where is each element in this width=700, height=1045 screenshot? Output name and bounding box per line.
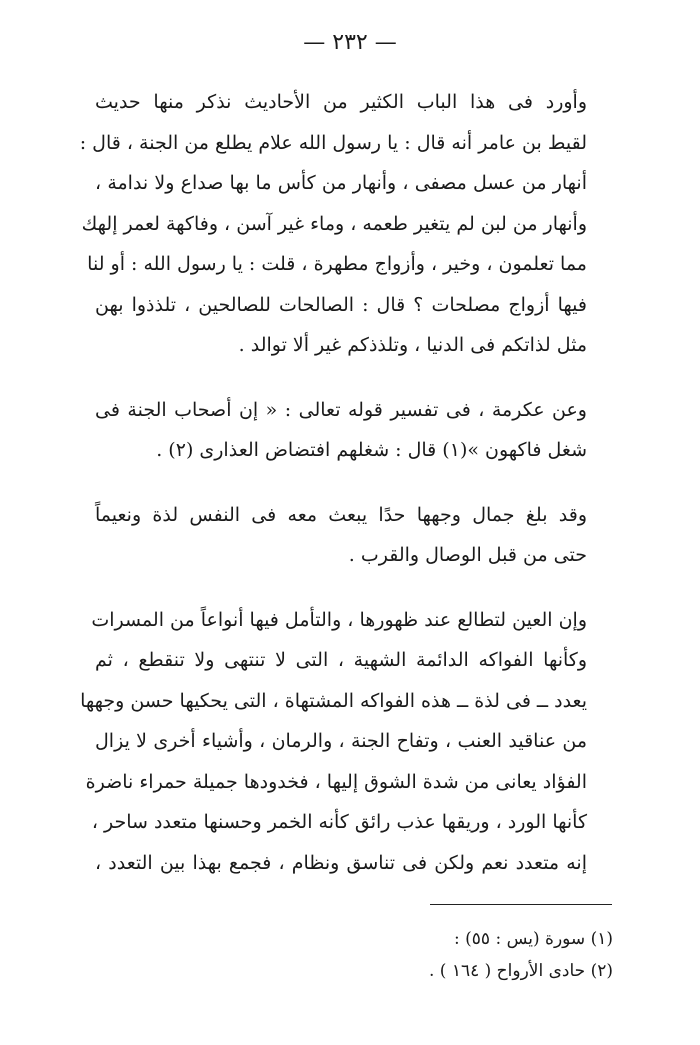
text-line: وأنهار من لبن لم يتغير طعمه ، وماء غير آسن ، وفاكهة لعمر إلهك	[81, 212, 587, 235]
text-line: وإن العين لتطالع عند ظهورها ، والتأمل فيها أنواعاً من المسرات	[91, 608, 587, 631]
text-line: شغل فاكهون »(١) قال : شغلهم افتضاض العذارى (٢) .	[156, 439, 587, 461]
text-line: وأورد فى هذا الباب الكثير من الأحاديث نذكر منها حديث	[95, 91, 587, 113]
body-text	[79, 82, 615, 907]
paragraph	[95, 495, 615, 576]
text-line: أنهار من عسل مصفى ، وأنهار من كأس ما بها صداع ولا ندامة ،	[95, 172, 587, 194]
text-line: الفؤاد يعانى من شدة الشوق إليها ، فخدودها جميلة حمراء ناضرة	[85, 770, 587, 793]
paragraph	[95, 390, 615, 471]
footnote-divider	[430, 904, 612, 905]
text-line: مثل لذاتكم فى الدنيا ، وتلذذكم غير ألا توالد .	[238, 334, 587, 356]
text-line: من عناقيد العنب ، وتفاح الجنة ، والرمان ، وأشياء أخرى لا يزال	[95, 730, 587, 752]
paragraph	[80, 600, 615, 884]
text-line: فيها أزواج مصلحات ؟ قال : الصالحات للصالحين ، تلذذوا بهن	[95, 293, 587, 316]
text-line: حتى من قبل الوصال والقرب .	[348, 544, 587, 566]
footnotes	[95, 923, 613, 987]
text-line: مما تعلمون ، وخير ، وأزواج مطهرة ، قلت : يا رسول الله : أو لنا	[87, 253, 587, 275]
paragraph	[79, 82, 615, 366]
footnote-2: (٢) حادى الأرواح ( ١٦٤ ) .	[428, 961, 613, 981]
text-line: وكأنها الفواكه الدائمة الشهية ، التى لا تنتهى ولا تنقطع ، ثم	[95, 649, 587, 671]
text-line: إنه متعدد نعم ولكن فى تناسق ونظام ، فجمع بهذا بين التعدد ،	[95, 851, 587, 874]
text-line: يعدد ــ فى لذة ــ هذه الفواكه المشتهاة ، التى يحكيها حسن وجهها	[80, 689, 587, 712]
text-line: وقد بلغ جمال وجهها حدًا يبعث معه فى النفس لذة ونعيماً	[95, 503, 587, 526]
text-line: لقيط بن عامر أنه قال : يا رسول الله علام يطلع من الجنة ، قال :	[79, 131, 587, 154]
text-line: وعن عكرمة ، فى تفسير قوله تعالى : « إن أصحاب الجنة فى	[95, 398, 587, 421]
page-number: — ٢٣٢ —	[303, 30, 397, 55]
text-line: كأنها الورد ، وريقها عذب رائق كأنه الخمر وحسنها متعدد ساحر ،	[91, 811, 587, 833]
footnote-1: (١) سورة (يس : ٥٥) :	[454, 929, 613, 949]
